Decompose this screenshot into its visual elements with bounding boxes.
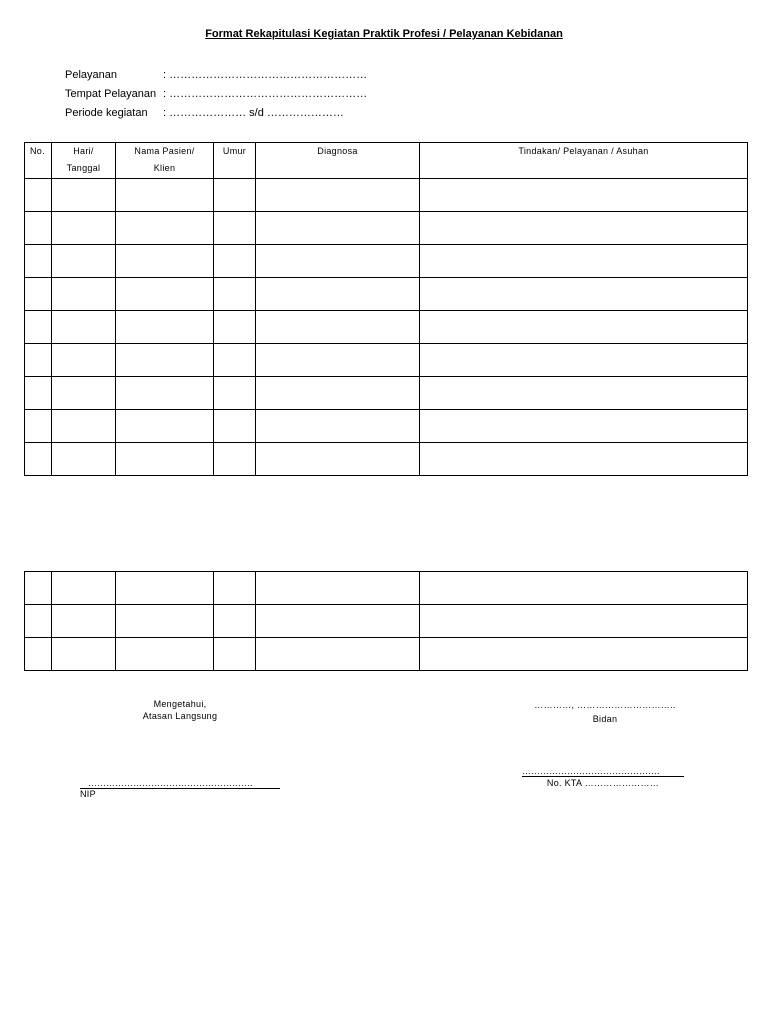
atasan-text: Atasan Langsung	[142, 711, 218, 721]
info-row-pelayanan	[65, 66, 367, 85]
table-cell	[214, 278, 256, 311]
table-cell	[256, 410, 420, 443]
nip-label: NIP	[80, 789, 96, 799]
table-cell	[25, 212, 52, 245]
table-cell	[52, 179, 116, 212]
table-cell	[25, 572, 52, 605]
table-row	[25, 638, 748, 671]
table-cell	[420, 278, 748, 311]
table-cell	[52, 344, 116, 377]
table-cell	[214, 245, 256, 278]
info-row-tempat	[65, 85, 367, 104]
info-block	[65, 66, 367, 123]
table-cell	[214, 311, 256, 344]
table-cell	[214, 179, 256, 212]
header-tanggal: Tanggal	[66, 163, 101, 173]
table-cell	[256, 377, 420, 410]
recap-table-continued	[24, 571, 748, 671]
table-cell	[25, 443, 52, 476]
mengetahui-text: Mengetahui,	[153, 699, 207, 709]
table-cell	[256, 212, 420, 245]
table-cell	[116, 212, 214, 245]
table-cell	[116, 278, 214, 311]
table-cell	[116, 245, 214, 278]
table-row	[25, 179, 748, 212]
table-cell	[25, 245, 52, 278]
table-cell	[25, 179, 52, 212]
table-row	[25, 410, 748, 443]
table-cell	[420, 410, 748, 443]
table-cell	[116, 377, 214, 410]
table-row	[25, 377, 748, 410]
header-hari: Hari/	[73, 146, 94, 156]
table-cell	[256, 605, 420, 638]
table-cell	[420, 179, 748, 212]
table-cell	[214, 377, 256, 410]
table-cell	[25, 605, 52, 638]
table-cell	[116, 605, 214, 638]
table-cell	[25, 344, 52, 377]
table-cell	[256, 245, 420, 278]
table-cell	[256, 443, 420, 476]
table-cell	[116, 179, 214, 212]
table-row	[25, 443, 748, 476]
periode-label: Periode kegiatan	[65, 107, 148, 119]
table-cell	[25, 638, 52, 671]
periode-value: : ………………… s/d …………………	[163, 107, 344, 119]
table-cell	[214, 212, 256, 245]
table-cell	[52, 212, 116, 245]
signature-right	[500, 698, 710, 726]
table-cell	[214, 443, 256, 476]
pelayanan-label: Pelayanan	[65, 69, 117, 81]
table-cell	[420, 212, 748, 245]
table-cell	[52, 245, 116, 278]
pelayanan-value: : ………………………………………………	[163, 69, 368, 81]
table-row	[25, 245, 748, 278]
table-cell	[25, 278, 52, 311]
recap-table	[24, 142, 748, 476]
header-tindakan: Tindakan/ Pelayanan / Asuhan	[420, 143, 748, 179]
table-cell	[214, 344, 256, 377]
table-cell	[420, 311, 748, 344]
header-klien: Klien	[153, 163, 176, 173]
table-cell	[25, 410, 52, 443]
place-date-text: …………, …………………………..	[534, 700, 676, 710]
signature-left	[120, 698, 240, 722]
table-row	[25, 311, 748, 344]
signature-line-right: ……………………………………….	[522, 766, 684, 777]
table-cell	[52, 605, 116, 638]
table-cell	[116, 638, 214, 671]
table-cell	[116, 443, 214, 476]
table-cell	[52, 572, 116, 605]
table-cell	[116, 311, 214, 344]
header-diagnosa: Diagnosa	[256, 143, 420, 179]
table-cell	[52, 377, 116, 410]
header-no: No.	[25, 143, 52, 179]
table-header-row	[25, 143, 748, 179]
table-cell	[256, 344, 420, 377]
header-umur: Umur	[214, 143, 256, 179]
table-cell	[256, 572, 420, 605]
table-cell	[52, 311, 116, 344]
table-cell	[52, 278, 116, 311]
table-cell	[256, 638, 420, 671]
table-cell	[256, 278, 420, 311]
table-cell	[256, 311, 420, 344]
table-cell	[420, 344, 748, 377]
table-cell	[214, 605, 256, 638]
table-row	[25, 605, 748, 638]
table-cell	[116, 572, 214, 605]
table-row	[25, 344, 748, 377]
table-cell	[25, 377, 52, 410]
table-cell	[420, 572, 748, 605]
header-nama-klien	[116, 143, 214, 179]
tempat-value: : ………………………………………………	[163, 88, 368, 100]
table-cell	[52, 410, 116, 443]
info-row-periode	[65, 104, 367, 123]
signature-line-left: ……………………………………………….	[80, 778, 280, 789]
table-cell	[116, 344, 214, 377]
table-cell	[420, 605, 748, 638]
table-row	[25, 572, 748, 605]
kta-label: No. KTA ……………………	[546, 778, 660, 788]
table-cell	[420, 638, 748, 671]
table-cell	[214, 638, 256, 671]
table-cell	[116, 410, 214, 443]
table-cell	[25, 311, 52, 344]
table-row	[25, 212, 748, 245]
tempat-label: Tempat Pelayanan	[65, 88, 157, 100]
header-nama: Nama Pasien/	[134, 146, 195, 156]
document-title: Format Rekapitulasi Kegiatan Praktik Profesi / Pelayanan Kebidanan	[205, 28, 563, 40]
table-cell	[214, 410, 256, 443]
bidan-text: Bidan	[592, 714, 618, 724]
table-cell	[52, 443, 116, 476]
header-hari-tanggal	[52, 143, 116, 179]
table-row	[25, 278, 748, 311]
table-cell	[420, 377, 748, 410]
table-cell	[214, 572, 256, 605]
table-cell	[420, 443, 748, 476]
table-cell	[420, 245, 748, 278]
table-cell	[256, 179, 420, 212]
table-cell	[52, 638, 116, 671]
